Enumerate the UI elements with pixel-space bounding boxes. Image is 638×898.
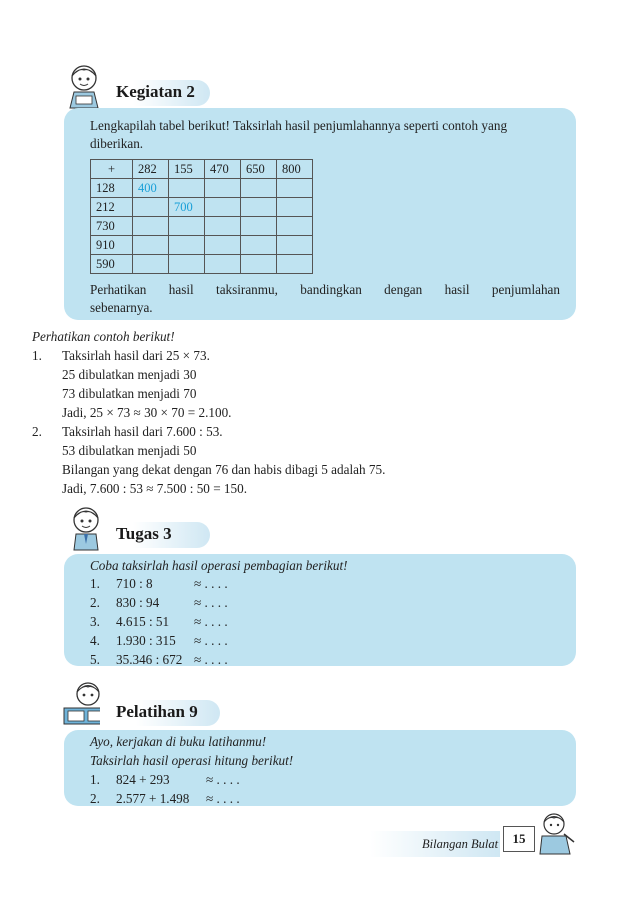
- kegiatan-instruction-1: Lengkapilah tabel berikut! Taksirlah hasil penjumlahannya seperti contoh yang: [90, 118, 508, 133]
- contoh-line: 25 dibulatkan menjadi 30: [62, 367, 197, 382]
- pelatihan-title: Pelatihan 9: [116, 702, 198, 721]
- table-header-cell: 470: [205, 160, 241, 179]
- contoh-line: Taksirlah hasil dari 7.600 : 53.: [62, 424, 223, 439]
- table-cell: [241, 179, 277, 198]
- tugas-panel: [64, 554, 576, 666]
- table-cell: [133, 236, 169, 255]
- table-cell: [169, 236, 205, 255]
- kegiatan-note-1: Perhatikan hasil taksiranmu, bandingkan dengan hasil penjumlahan: [90, 282, 560, 297]
- table-cell: [205, 236, 241, 255]
- table-cell: [133, 198, 169, 217]
- contoh-line: Jadi, 7.600 : 53 ≈ 7.500 : 50 = 150.: [62, 481, 248, 496]
- tugas-item-result: ≈ . . . .: [194, 595, 228, 610]
- table-header-cell: 650: [241, 160, 277, 179]
- pelatihan-item-number: 2.: [90, 791, 100, 806]
- page-number: 15: [503, 826, 535, 852]
- kegiatan-note-2: sebenarnya.: [90, 300, 153, 315]
- table-header-cell: 800: [277, 160, 313, 179]
- tugas-item-expr: 35.346 : 672: [116, 652, 183, 667]
- table-header-cell: 155: [169, 160, 205, 179]
- footer-chapter: Bilangan Bulat: [422, 837, 499, 851]
- tugas-item-expr: 830 : 94: [116, 595, 160, 610]
- tugas-item-expr: 710 : 8: [116, 576, 153, 591]
- tugas-item-number: 1.: [90, 576, 100, 591]
- table-cell: [205, 179, 241, 198]
- table-cell: [205, 255, 241, 274]
- contoh-line: 73 dibulatkan menjadi 70: [62, 386, 197, 401]
- table-cell: [133, 217, 169, 236]
- contoh-line: Taksirlah hasil dari 25 × 73.: [62, 348, 210, 363]
- kegiatan-panel: [64, 108, 576, 320]
- pelatihan-item-expr: 2.577 + 1.498: [116, 791, 190, 806]
- table-cell: [241, 255, 277, 274]
- pelatihan-item-result: ≈ . . . .: [206, 772, 240, 787]
- table-cell: [133, 255, 169, 274]
- tugas-item-result: ≈ . . . .: [194, 614, 228, 629]
- table-cell: [277, 236, 313, 255]
- table-cell: 910: [91, 236, 133, 255]
- tugas-title: Tugas 3: [116, 524, 172, 543]
- tugas-item-number: 2.: [90, 595, 100, 610]
- table-cell: 400: [133, 179, 169, 198]
- table-cell: 128: [91, 179, 133, 198]
- table-cell: [241, 217, 277, 236]
- pelatihan-item-expr: 824 + 293: [116, 772, 170, 787]
- tugas-item-number: 3.: [90, 614, 100, 629]
- tugas-item-result: ≈ . . . .: [194, 633, 228, 648]
- table-cell: [205, 198, 241, 217]
- table-cell: 212: [91, 198, 133, 217]
- contoh-line: 53 dibulatkan menjadi 50: [62, 443, 197, 458]
- table-row: [91, 198, 313, 217]
- tugas-item-result: ≈ . . . .: [194, 576, 228, 591]
- table-row: [91, 179, 313, 198]
- table-row: [91, 255, 313, 274]
- sum-table: [90, 159, 313, 274]
- kid-footer-mascot-icon: [536, 812, 576, 856]
- table-cell: [277, 198, 313, 217]
- pelatihan-panel: [64, 730, 576, 806]
- tugas-item-expr: 1.930 : 315: [116, 633, 176, 648]
- table-cell: [241, 198, 277, 217]
- tugas-instruction: Coba taksirlah hasil operasi pembagian berikut!: [90, 558, 348, 573]
- kegiatan-instruction-2: diberikan.: [90, 136, 144, 151]
- tugas-item-number: 4.: [90, 633, 100, 648]
- table-cell: 700: [169, 198, 205, 217]
- pelatihan-item-result: ≈ . . . .: [206, 791, 240, 806]
- pelatihan-item-number: 1.: [90, 772, 100, 787]
- table-cell: 730: [91, 217, 133, 236]
- table-cell: [277, 217, 313, 236]
- tugas-item-number: 5.: [90, 652, 100, 667]
- table-cell: [169, 255, 205, 274]
- table-header-cell: +: [91, 160, 133, 179]
- contoh-item-number: 1.: [32, 348, 42, 363]
- tugas-item-result: ≈ . . . .: [194, 652, 228, 667]
- table-header-row: [91, 160, 313, 179]
- table-cell: [169, 217, 205, 236]
- contoh-intro: Perhatikan contoh berikut!: [32, 329, 175, 344]
- table-row: [91, 217, 313, 236]
- table-cell: [277, 255, 313, 274]
- kegiatan-title: Kegiatan 2: [116, 82, 195, 101]
- tugas-item-expr: 4.615 : 51: [116, 614, 170, 629]
- pelatihan-instruction-1: Ayo, kerjakan di buku latihanmu!: [90, 734, 267, 749]
- table-cell: [169, 179, 205, 198]
- table-cell: [277, 179, 313, 198]
- table-cell: 590: [91, 255, 133, 274]
- contoh-item-number: 2.: [32, 424, 42, 439]
- table-row: [91, 236, 313, 255]
- pelatihan-instruction-2: Taksirlah hasil operasi hitung berikut!: [90, 753, 294, 768]
- contoh-line: Jadi, 25 × 73 ≈ 30 × 70 = 2.100.: [62, 405, 232, 420]
- contoh-line: Bilangan yang dekat dengan 76 dan habis dibagi 5 adalah 75.: [62, 462, 386, 477]
- table-cell: [241, 236, 277, 255]
- table-header-cell: 282: [133, 160, 169, 179]
- table-cell: [205, 217, 241, 236]
